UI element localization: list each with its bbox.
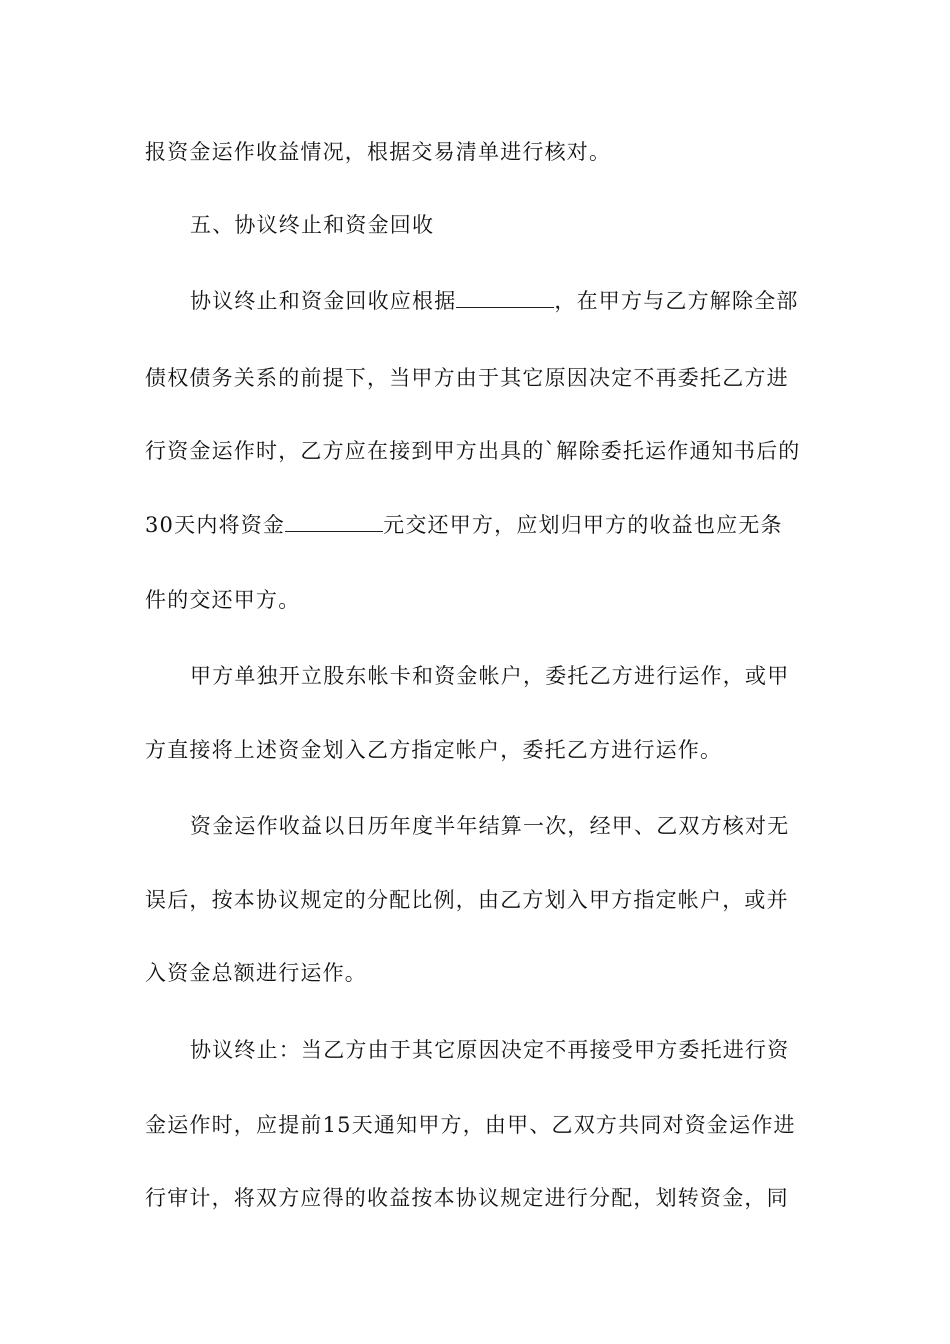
paragraph-line: [145, 1110, 810, 1140]
paragraph-line: [145, 735, 810, 765]
text-span: 债权债务关系的前提下，当甲方由于其它原因决定不再委托乙方进: [145, 366, 789, 390]
text-span: 误后，按本协议规定的分配比例，由乙方划入甲方指定帐户，或并: [145, 888, 789, 912]
paragraph-line: [145, 363, 810, 393]
paragraph-line: [190, 1035, 855, 1065]
text-span: ，在甲方与乙方解除全部: [554, 289, 799, 313]
text-span: 金运作时，应提前15天通知甲方，由甲、乙双方共同对资金运作进: [145, 1113, 796, 1137]
paragraph-line: [145, 885, 810, 915]
text-span: 甲方单独开立股东帐卡和资金帐户，委托乙方进行运作，或甲: [190, 664, 790, 688]
text-span: 行审计，将双方应得的收益按本协议规定进行分配，划转资金，同: [145, 1186, 789, 1210]
section-heading: [190, 210, 855, 240]
paragraph-line: [190, 286, 855, 316]
text-span: 协议终止和资金回收应根据: [190, 289, 457, 313]
paragraph-line: [190, 661, 855, 691]
text-span: 入资金总额进行运作。: [145, 961, 367, 985]
fill-in-blank: [285, 511, 383, 532]
fill-in-blank: [456, 287, 554, 308]
paragraph-line: [190, 811, 855, 841]
text-span: 行资金运作时，乙方应在接到甲方出具的`解除委托运作通知书后的: [145, 439, 801, 463]
paragraph-line: [145, 510, 810, 540]
text-span: 元交还甲方，应划归甲方的收益也应无条: [383, 513, 783, 537]
paragraph-line: [145, 436, 810, 466]
paragraph-line: [145, 958, 810, 988]
paragraph-line: [145, 1183, 810, 1213]
heading-text: 五、协议终止和资金回收: [190, 213, 435, 237]
paragraph-line: [145, 585, 810, 615]
text-span: 30天内将资金: [145, 513, 286, 537]
text-span: 协议终止：当乙方由于其它原因决定不再接受甲方委托进行资: [190, 1038, 790, 1062]
text-span: 件的交还甲方。: [145, 588, 301, 612]
text-span: 方直接将上述资金划入乙方指定帐户，委托乙方进行运作。: [145, 738, 723, 762]
paragraph-line: [145, 137, 810, 167]
text-span: 报资金运作收益情况，根据交易清单进行核对。: [145, 140, 612, 164]
text-span: 资金运作收益以日历年度半年结算一次，经甲、乙双方核对无: [190, 814, 790, 838]
